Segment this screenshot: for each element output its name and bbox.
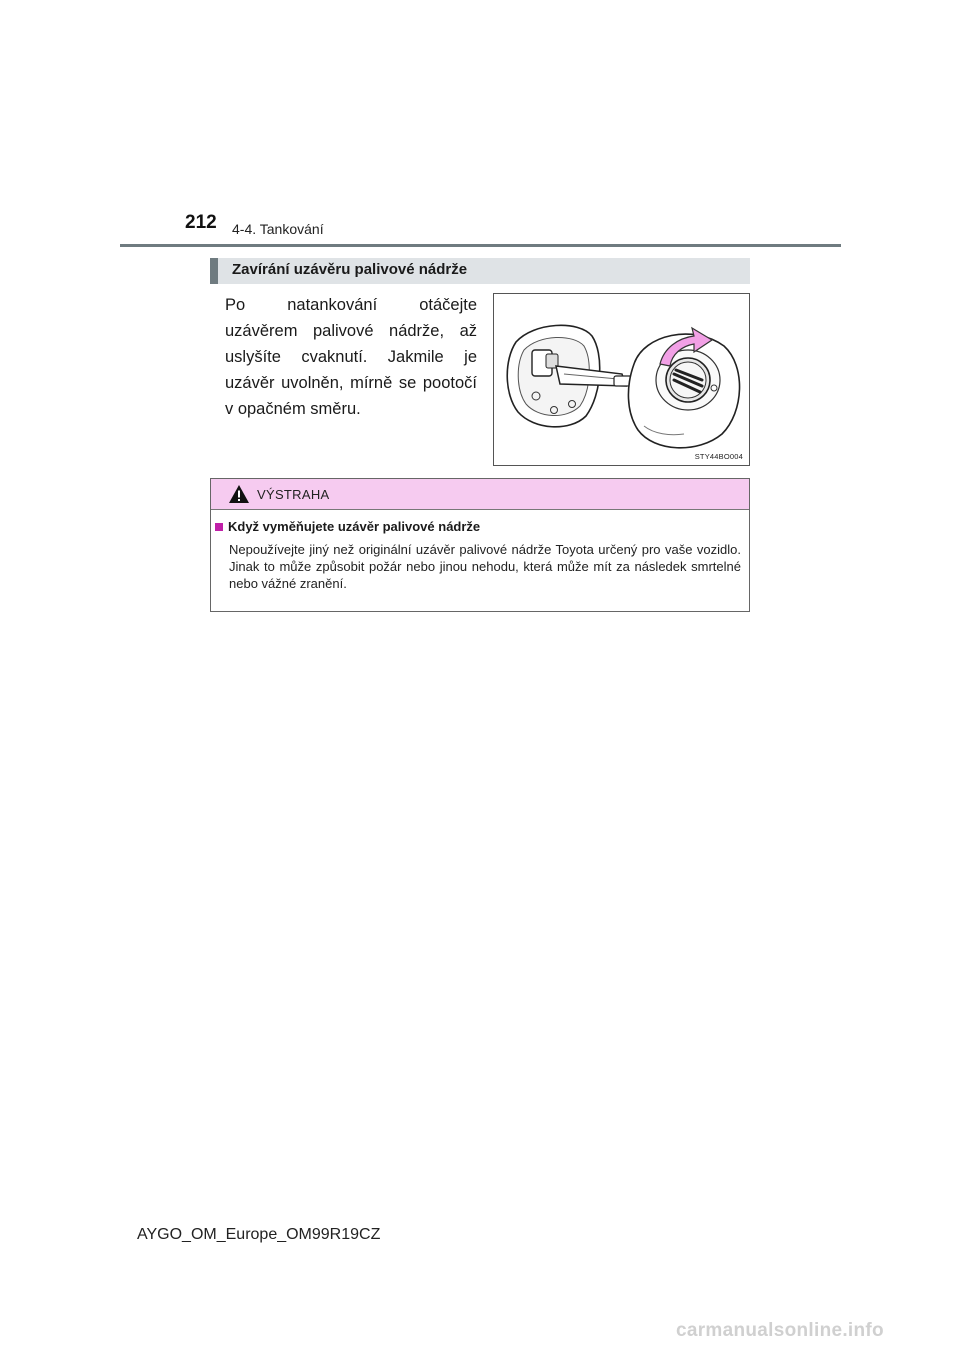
warning-header xyxy=(211,479,749,510)
warning-subtitle: Když vyměňujete uzávěr palivové nádrže xyxy=(228,519,481,534)
page-number: 212 xyxy=(185,212,217,233)
subheading-bar xyxy=(210,258,750,284)
footer-doc-id: AYGO_OM_Europe_OM99R19CZ xyxy=(137,1226,381,1243)
subheading-title: Zavírání uzávěru palivové nádrže xyxy=(232,261,468,278)
instruction-paragraph: Po natankování otáčejte uzávěrem palivové nádrže, až uslyšíte cvaknutí. Jakmile je uzávěr uvolněn, mírně se pootočí v opačném směru. xyxy=(225,296,477,418)
fuel-cap-drawing xyxy=(494,294,749,465)
warning-triangle-icon xyxy=(228,484,250,504)
fuel-cap-illustration xyxy=(493,293,750,466)
warning-label: VÝSTRAHA xyxy=(257,487,330,502)
header-divider xyxy=(120,244,841,247)
figure-code: STY44BO004 xyxy=(694,452,743,461)
bullet-square-icon xyxy=(215,523,223,531)
watermark-text: carmanualsonline.info xyxy=(676,1320,884,1341)
warning-text: Nepoužívejte jiný než originální uzávěr palivové nádrže Toyota určený pro vaše vozidlo. Jinak to může způsobit požár nebo jinou nehodu, která může mít za následek smrtelné nebo vážné zranění. xyxy=(229,542,741,591)
section-title: 4-4. Tankování xyxy=(232,221,324,237)
warning-box xyxy=(210,478,750,612)
